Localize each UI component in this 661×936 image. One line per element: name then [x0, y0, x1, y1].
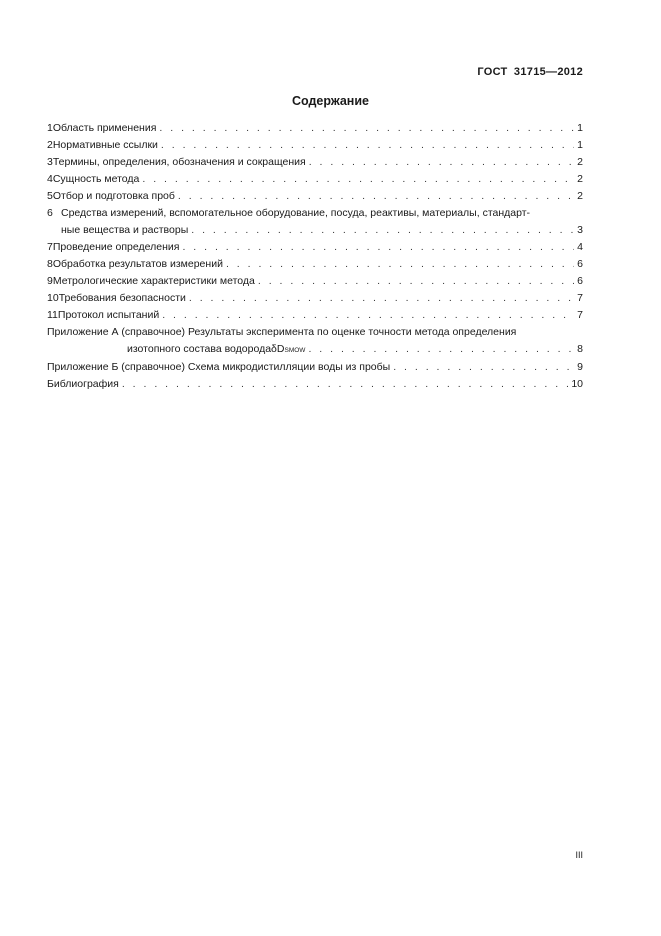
- delta-d-symbol: δD: [271, 343, 285, 355]
- toc-title: Протокол испытаний: [57, 309, 160, 321]
- toc-entry-bibliography[interactable]: [47, 376, 583, 393]
- toc-number: 10: [47, 292, 59, 304]
- toc-page: 2: [577, 190, 583, 202]
- dot-leader: [182, 239, 574, 256]
- dot-leader: [122, 376, 568, 393]
- dot-leader: [258, 273, 574, 290]
- toc-entry-2[interactable]: [47, 137, 583, 154]
- toc-title: Нормативные ссылки: [52, 139, 158, 151]
- toc-page: 1: [577, 139, 583, 151]
- page-title: Содержание: [291, 94, 369, 108]
- toc-entry-8[interactable]: [47, 256, 583, 273]
- toc-page: 10: [571, 378, 583, 390]
- toc-number: 7: [47, 241, 53, 253]
- dot-leader: [393, 359, 574, 376]
- toc-number: 3: [47, 156, 53, 168]
- toc-page: 7: [577, 292, 583, 304]
- toc-title-line2: ные вещества и растворы: [61, 224, 189, 236]
- toc-title: Отбор и подготовка проб: [52, 190, 175, 202]
- toc-number: 6: [47, 207, 53, 219]
- toc-page: 2: [577, 173, 583, 185]
- dot-leader: [226, 256, 574, 273]
- toc-page: 3: [577, 224, 583, 236]
- toc-entry-4[interactable]: [47, 171, 583, 188]
- toc-page: 8: [577, 343, 583, 355]
- table-of-contents: [47, 120, 583, 393]
- toc-title-line1: Средства измерений, вспомогательное оборудование, посуда, реактивы, материалы, стандарт-: [61, 207, 531, 219]
- toc-page: 4: [577, 241, 583, 253]
- toc-page: 7: [577, 309, 583, 321]
- toc-entry-appendix-b[interactable]: [47, 359, 583, 376]
- toc-page: 6: [577, 275, 583, 287]
- toc-number: 2: [47, 139, 53, 151]
- document-code: ГОСТ 31715—2012: [477, 66, 583, 78]
- toc-number: 1: [47, 122, 53, 134]
- toc-entry-3[interactable]: [47, 154, 583, 171]
- toc-title: Проведение определения: [52, 241, 180, 253]
- dot-leader: [161, 137, 574, 154]
- toc-title: Область применения: [52, 122, 157, 134]
- toc-page: 9: [577, 361, 583, 373]
- toc-page: 6: [577, 258, 583, 270]
- dot-leader: [191, 222, 574, 239]
- toc-entry-9[interactable]: [47, 273, 583, 290]
- toc-number: 8: [47, 258, 53, 270]
- toc-title: Приложение Б (справочное) Схема микродистилляции воды из пробы: [47, 361, 391, 373]
- toc-entry-1[interactable]: [47, 120, 583, 137]
- toc-title: Библиография: [47, 378, 119, 390]
- toc-page: 2: [577, 156, 583, 168]
- dot-leader: [178, 188, 574, 205]
- toc-entry-11[interactable]: [47, 307, 583, 324]
- toc-number: 4: [47, 173, 53, 185]
- toc-entry-7[interactable]: [47, 239, 583, 256]
- toc-title-line2: изотопного состава водорода: [127, 343, 272, 355]
- toc-entry-appendix-a[interactable]: [47, 324, 583, 359]
- toc-entry-10[interactable]: [47, 290, 583, 307]
- toc-title: Обработка результатов измерений: [52, 258, 223, 270]
- toc-title-line1: Приложение А (справочное) Результаты эксперимента по оценке точности метода определения: [47, 326, 517, 338]
- toc-number: 9: [47, 275, 53, 287]
- toc-title: Сущность метода: [52, 173, 140, 185]
- toc-entry-5[interactable]: [47, 188, 583, 205]
- toc-title: Требования безопасности: [58, 292, 186, 304]
- dot-leader: [309, 154, 574, 171]
- dot-leader: [189, 290, 574, 307]
- toc-title: Метрологические характеристики метода: [52, 275, 255, 287]
- toc-page: 1: [577, 122, 583, 134]
- page-number: III: [575, 850, 583, 860]
- dot-leader: [162, 307, 574, 324]
- toc-entry-6[interactable]: [47, 205, 583, 239]
- smow-subscript: SMOW: [284, 347, 306, 354]
- dot-leader: [308, 341, 574, 358]
- dot-leader: [142, 171, 574, 188]
- dot-leader: [159, 120, 574, 137]
- toc-number: 5: [47, 190, 53, 202]
- toc-title: Термины, определения, обозначения и сокращения: [52, 156, 306, 168]
- toc-number: 11: [47, 309, 58, 321]
